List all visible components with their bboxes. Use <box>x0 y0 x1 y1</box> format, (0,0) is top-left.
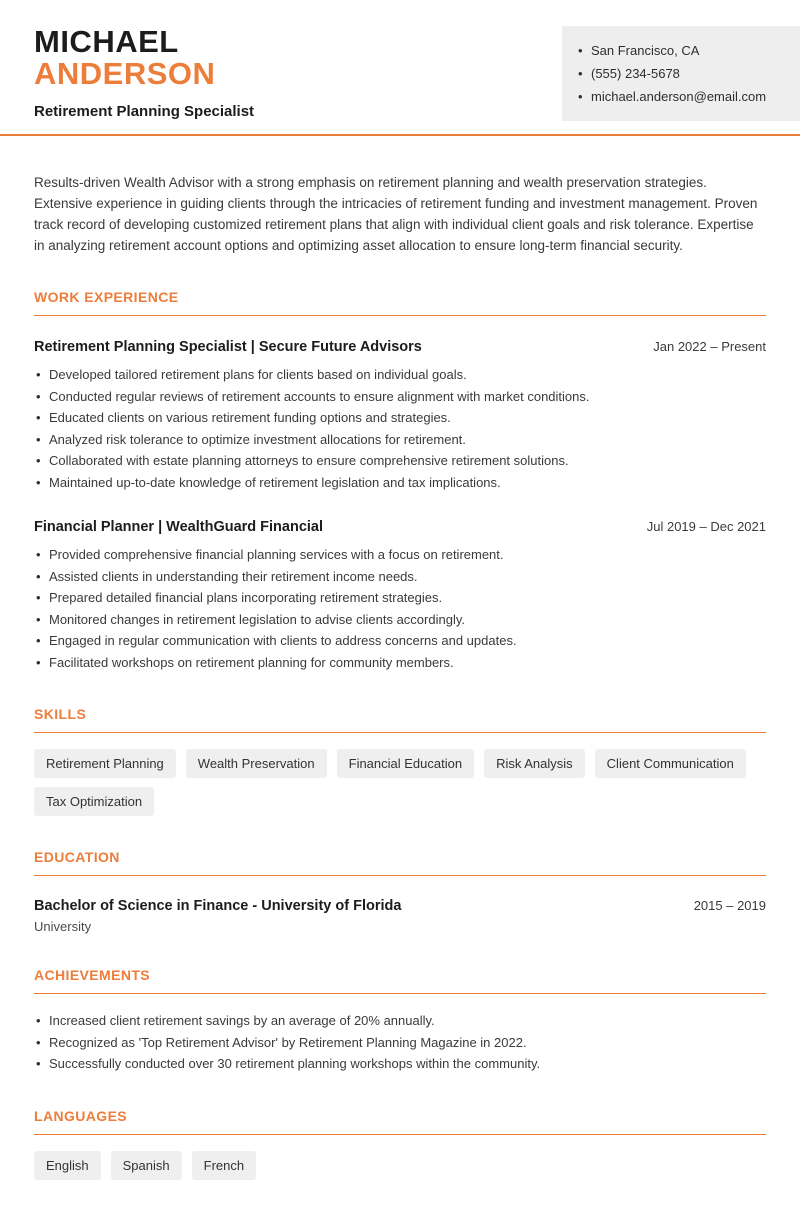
job-header-row <box>34 339 766 355</box>
contact-box <box>562 26 800 121</box>
bullet-item: • Engaged in regular communication with clients to address concerns and updates. <box>34 630 766 652</box>
name-block <box>34 26 254 120</box>
language-tag: English <box>34 1151 101 1180</box>
bullet-item: • Maintained up-to-date knowledge of retirement legislation and tax implications. <box>34 472 766 494</box>
contact-location: • San Francisco, CA <box>578 39 784 62</box>
bullet-item: • Prepared detailed financial plans incorporating retirement strategies. <box>34 587 766 609</box>
achievements-heading: ACHIEVEMENTS <box>34 967 766 994</box>
summary-paragraph: Results-driven Wealth Advisor with a strong emphasis on retirement planning and wealth preservation strategies. Extensive experience in guiding clients through the intricacies of retirement funding and investment management. Proven track record of developing customized retirement plans that align with individual client goals and risk tolerance. Expertise in analyzing retirement account options and optimizing asset allocation to ensure long-term financial security. <box>34 175 758 253</box>
job-header-row <box>34 519 766 535</box>
education-dates: 2015 – 2019 <box>693 898 766 913</box>
bullet-item: • Analyzed risk tolerance to optimize investment allocations for retirement. <box>34 429 766 451</box>
job-entry <box>34 339 766 493</box>
bullet-item: • Monitored changes in retirement legislation to advise clients accordingly. <box>34 609 766 631</box>
skill-tag: Risk Analysis <box>484 749 585 778</box>
candidate-name <box>34 26 254 90</box>
job-entry <box>34 519 766 673</box>
skills-heading: SKILLS <box>34 706 766 733</box>
job-bullet-list <box>34 364 766 493</box>
contact-list <box>578 39 784 108</box>
skill-tag: Tax Optimization <box>34 787 154 816</box>
section-achievements <box>34 967 766 1075</box>
job-bullet-list <box>34 544 766 673</box>
resume-body <box>0 172 800 1220</box>
bullet-item: • Developed tailored retirement plans for clients based on individual goals. <box>34 364 766 386</box>
education-header-row <box>34 898 766 914</box>
header-job-title: Retirement Planning Specialist <box>34 103 255 120</box>
bullet-item: • Facilitated workshops on retirement planning for community members. <box>34 652 766 674</box>
language-tag: French <box>192 1151 256 1180</box>
skill-tag: Client Communication <box>595 749 746 778</box>
job-dates: Jul 2019 – Dec 2021 <box>646 519 766 534</box>
languages-tag-list <box>34 1151 766 1180</box>
achievements-list <box>34 1010 766 1075</box>
bullet-item: • Collaborated with estate planning attorneys to ensure comprehensive retirement solutions. <box>34 450 766 472</box>
achievement-item: • Recognized as 'Top Retirement Advisor' by Retirement Planning Magazine in 2022. <box>34 1032 766 1054</box>
job-dates: Jan 2022 – Present <box>653 339 766 354</box>
bullet-item: • Assisted clients in understanding their retirement income needs. <box>34 566 766 588</box>
job-title-company: Financial Planner | WealthGuard Financial <box>34 519 324 535</box>
last-name: ANDERSON <box>34 56 216 91</box>
languages-heading: LANGUAGES <box>34 1108 766 1135</box>
skill-tag: Financial Education <box>337 749 474 778</box>
job-title-company: Retirement Planning Specialist | Secure Future Advisors <box>34 339 422 355</box>
education-heading: EDUCATION <box>34 849 766 876</box>
bullet-item: • Educated clients on various retirement funding options and strategies. <box>34 407 766 429</box>
section-skills <box>34 706 766 816</box>
first-name: MICHAEL <box>34 24 179 59</box>
degree-title: Bachelor of Science in Finance - University of Florida <box>34 898 402 914</box>
work-experience-heading: WORK EXPERIENCE <box>34 289 766 316</box>
skill-tag: Retirement Planning <box>34 749 176 778</box>
section-education <box>34 849 766 934</box>
bullet-item: • Conducted regular reviews of retirement accounts to ensure alignment with market conditions. <box>34 386 766 408</box>
achievement-item: • Increased client retirement savings by an average of 20% annually. <box>34 1010 766 1032</box>
header-divider <box>0 134 800 136</box>
contact-email: • michael.anderson@email.com <box>578 85 784 108</box>
section-languages <box>34 1108 766 1180</box>
bullet-item: • Provided comprehensive financial planning services with a focus on retirement. <box>34 544 766 566</box>
achievement-item: • Successfully conducted over 30 retirement planning workshops within the community. <box>34 1053 766 1075</box>
header <box>0 0 800 134</box>
education-institution: University <box>34 919 92 934</box>
skill-tag: Wealth Preservation <box>186 749 327 778</box>
contact-phone: • (555) 234-5678 <box>578 62 784 85</box>
language-tag: Spanish <box>111 1151 182 1180</box>
education-entry <box>34 898 766 934</box>
skills-tag-list <box>34 749 766 816</box>
section-work-experience <box>34 289 766 673</box>
